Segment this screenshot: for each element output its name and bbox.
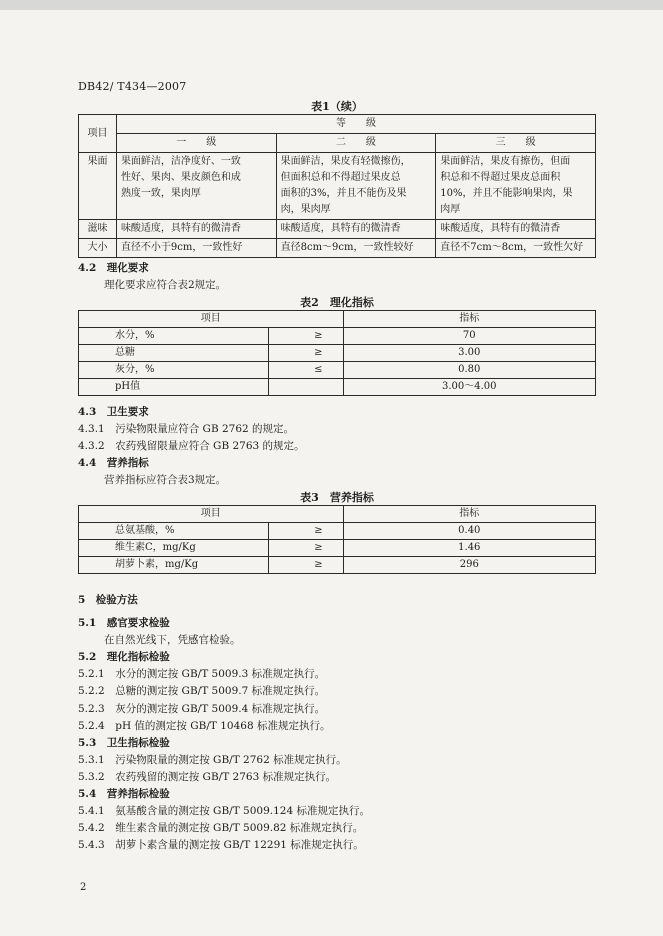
item-name: pH值	[79, 379, 269, 396]
cell-line: 果面鲜洁，果皮有擦伤，但面	[440, 156, 571, 167]
item-value: 296	[343, 557, 595, 574]
table-row	[79, 540, 596, 557]
cell-line: 肉，果肉厚	[280, 204, 331, 215]
table-row	[79, 328, 596, 345]
table-row	[79, 362, 596, 379]
section-heading: 5.1 感官要求检验	[78, 617, 170, 629]
item-sign: ≥	[268, 557, 343, 574]
section-text: 5.3.1 污染物限量的测定按 GB/T 2762 标准规定执行。	[78, 753, 347, 766]
item-sign: ≥	[268, 540, 343, 557]
table1	[78, 114, 596, 258]
cell-line: 性好、果肉、果皮颜色和成	[120, 172, 241, 183]
table-row	[79, 379, 596, 396]
item-value: 3.00	[343, 345, 595, 362]
item-sign: ≤	[268, 362, 343, 379]
table-row	[79, 523, 596, 540]
cell-grade-1: 味酸适度，具特有的微清香	[116, 220, 276, 239]
item-name: 水分，%	[79, 328, 269, 345]
table1-grade-2: 二 级	[276, 134, 436, 153]
section-text: 5.4.1 氨基酸含量的测定按 GB/T 5009.124 标准规定执行。	[78, 805, 370, 818]
section-heading: 5.2 理化指标检验	[78, 651, 170, 664]
table3	[78, 505, 596, 574]
item-value: 1.46	[343, 540, 595, 557]
section-4-2-text: 理化要求应符合表2规定。	[104, 279, 227, 291]
page-number: 2	[80, 882, 87, 893]
cell-grade-2	[276, 153, 436, 220]
table2-caption: 表2 理化指标	[300, 296, 374, 309]
document-code: DB42/ T434—2007	[78, 80, 187, 93]
cell-grade-1: 直径不小于9cm，一致性好	[116, 239, 276, 258]
table1-grade-1: 一 级	[116, 134, 276, 153]
table-row	[79, 345, 596, 362]
table-row	[79, 239, 596, 258]
table1-header-grade: 等 级	[116, 115, 595, 134]
cell-line: 积总和不得超过果皮总面积	[440, 172, 561, 183]
section-4-4-text: 营养指标应符合表3规定。	[104, 474, 227, 486]
section-text: 5.2.4 pH 值的测定按 GB/T 10468 标准规定执行。	[78, 719, 331, 732]
cell-grade-3: 直径不7cm～8cm，一致性欠好	[436, 239, 596, 258]
table3-caption: 表3 营养指标	[300, 491, 374, 504]
cell-line: 肉厚	[440, 204, 461, 215]
section-text: 5.4.2 维生素含量的测定按 GB/T 5009.82 标准规定执行。	[78, 822, 364, 835]
section-text: 5.4.3 胡萝卜素含量的测定按 GB/T 12291 标准规定执行。	[78, 839, 364, 852]
table1-header-item: 项目	[79, 115, 117, 153]
row-label: 滋味	[79, 220, 117, 239]
table-row	[79, 557, 596, 574]
cell-grade-2: 味酸适度，具特有的微清香	[276, 220, 436, 239]
table-row	[79, 153, 596, 220]
section-4-3-title: 4.3 卫生要求	[78, 406, 149, 418]
scan-edge	[0, 0, 663, 10]
table1-grade-3: 三 级	[436, 134, 596, 153]
cell-line: 果面鲜洁，果皮有轻微擦伤，	[280, 156, 411, 167]
table1-caption: 表1（续）	[311, 100, 363, 113]
cell-line: 面积的3%，并且不能伤及果	[280, 188, 407, 199]
row-label: 大小	[79, 239, 117, 258]
cell-grade-3: 味酸适度，具特有的微清香	[436, 220, 596, 239]
section-heading: 5.4 营养指标检验	[78, 788, 170, 800]
section-4-3-1: 4.3.1 污染物限量应符合 GB 2762 的规定。	[78, 423, 295, 435]
item-name: 灰分，%	[79, 362, 269, 379]
section-heading: 5.3 卫生指标检验	[78, 736, 170, 749]
section-text: 5.3.2 农药残留的测定按 GB/T 2763 标准规定执行。	[78, 770, 337, 783]
table3-header-item: 项目	[79, 506, 344, 523]
section-text: 在自然光线下，凭感官检验。	[104, 634, 241, 647]
cell-line: 但面积总和不得超过果皮总	[280, 172, 401, 183]
row-label: 果面	[79, 153, 117, 220]
section-text: 5.2.3 灰分的测定按 GB/T 5009.4 标准规定执行。	[78, 702, 326, 715]
item-name: 胡萝卜素，mg/Kg	[79, 557, 269, 574]
cell-grade-3	[436, 153, 596, 220]
section-5-title: 5 检验方法	[78, 594, 138, 606]
item-name: 总糖	[79, 345, 269, 362]
item-name: 维生素C，mg/Kg	[79, 540, 269, 557]
table-row	[79, 220, 596, 239]
section-4-4-title: 4.4 营养指标	[78, 457, 149, 469]
item-value: 0.40	[343, 523, 595, 540]
cell-line: 熟度一致，果肉厚	[120, 188, 201, 199]
section-text: 5.2.2 总糖的测定按 GB/T 5009.7 标准规定执行。	[78, 685, 326, 698]
table3-header-value: 指标	[343, 506, 595, 523]
table2	[78, 310, 596, 396]
item-name: 总氨基酸，%	[79, 523, 269, 540]
cell-grade-1	[116, 153, 276, 220]
item-sign: ≥	[268, 523, 343, 540]
cell-line: 10%，并且不能影响果肉，果	[440, 188, 573, 199]
item-sign	[268, 379, 343, 396]
cell-grade-2: 直径8cm～9cm，一致性较好	[276, 239, 436, 258]
section-4-3-2: 4.3.2 农药残留限量应符合 GB 2763 的规定。	[78, 440, 305, 452]
item-value: 3.00～4.00	[343, 379, 595, 396]
table2-header-item: 项目	[79, 311, 344, 328]
item-sign: ≥	[268, 328, 343, 345]
table2-header-value: 指标	[343, 311, 595, 328]
item-sign: ≥	[268, 345, 343, 362]
section-4-2-title: 4.2 理化要求	[78, 262, 149, 274]
cell-line: 果面鲜洁，洁净度好、一致	[120, 156, 241, 167]
item-value: 0.80	[343, 362, 595, 379]
section-text: 5.2.1 水分的测定按 GB/T 5009.3 标准规定执行。	[78, 668, 326, 681]
item-value: 70	[343, 328, 595, 345]
